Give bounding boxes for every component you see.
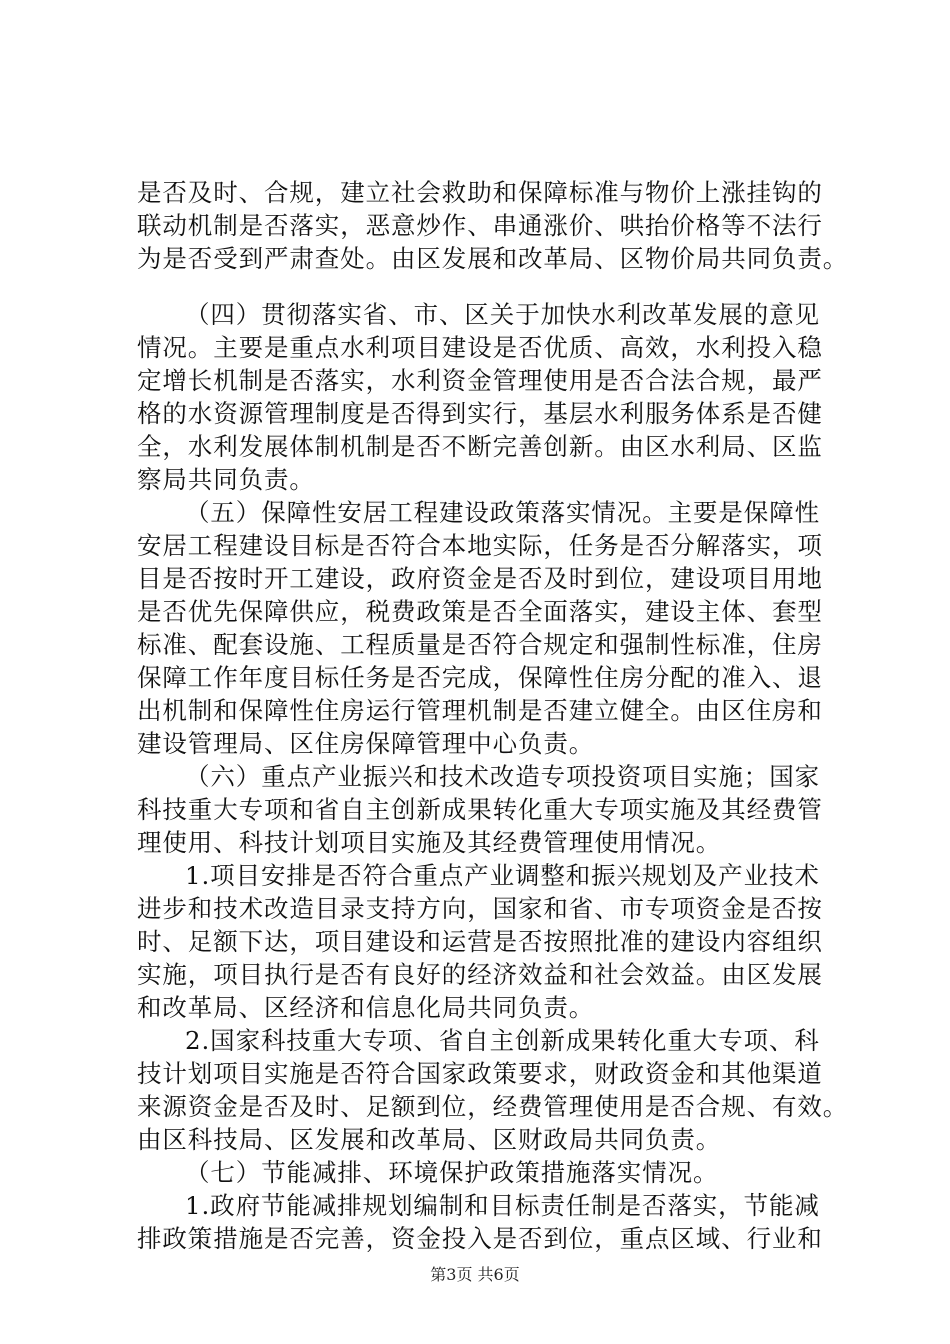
paragraph-line: 由区科技局、区发展和改革局、区财政局共同负责。 bbox=[137, 1125, 722, 1154]
paragraph-line: 实施，项目执行是否有良好的经济效益和社会效益。由区发展 bbox=[137, 960, 823, 989]
paragraph-line: 是否及时、合规，建立社会救助和保障标准与物价上涨挂钩的 bbox=[137, 178, 823, 207]
paragraph-line: 安居工程建设目标是否符合本地实际，任务是否分解落实，项 bbox=[137, 531, 823, 560]
paragraph-line: 和改革局、区经济和信息化局共同负责。 bbox=[137, 993, 595, 1022]
paragraph-line: 保障工作年度目标任务是否完成，保障性住房分配的准入、退 bbox=[137, 663, 823, 692]
paragraph-line: 为是否受到严肃查处。由区发展和改革局、区物价局共同负责。 bbox=[137, 244, 849, 273]
paragraph-line: （七）节能减排、环境保护政策措施落实情况。 bbox=[185, 1158, 719, 1187]
paragraph-line: 科技重大专项和省自主创新成果转化重大专项实施及其经费管 bbox=[137, 795, 823, 824]
paragraph-line: （四）贯彻落实省、市、区关于加快水利改革发展的意见 bbox=[185, 300, 820, 329]
paragraph-line: 情况。主要是重点水利项目建设是否优质、高效，水利投入稳 bbox=[137, 333, 823, 362]
paragraph-line: （五）保障性安居工程建设政策落实情况。主要是保障性 bbox=[185, 498, 820, 527]
paragraph-line: （六）重点产业振兴和技术改造专项投资项目实施；国家 bbox=[185, 762, 820, 791]
paragraph-line: 建设管理局、区住房保障管理中心负责。 bbox=[137, 729, 595, 758]
paragraph-line: 时、足额下达，项目建设和运营是否按照批准的建设内容组织 bbox=[137, 927, 823, 956]
paragraph-line: 进步和技术改造目录支持方向，国家和省、市专项资金是否按 bbox=[137, 894, 823, 923]
paragraph-line: 标准、配套设施、工程质量是否符合规定和强制性标准，住房 bbox=[137, 630, 823, 659]
paragraph-line: 定增长机制是否落实，水利资金管理使用是否合法合规，最严 bbox=[137, 366, 823, 395]
paragraph-line: 2.国家科技重大专项、省自主创新成果转化重大专项、科 bbox=[185, 1026, 820, 1055]
paragraph-line: 1.项目安排是否符合重点产业调整和振兴规划及产业技术 bbox=[185, 861, 820, 890]
paragraph-line: 理使用、科技计划项目实施及其经费管理使用情况。 bbox=[137, 828, 722, 857]
paragraph-line: 技计划项目实施是否符合国家政策要求，财政资金和其他渠道 bbox=[137, 1059, 823, 1088]
paragraph-line: 全，水利发展体制机制是否不断完善创新。由区水利局、区监 bbox=[137, 432, 823, 461]
paragraph-line: 目是否按时开工建设，政府资金是否及时到位，建设项目用地 bbox=[137, 564, 823, 593]
paragraph-line: 联动机制是否落实，恶意炒作、串通涨价、哄抬价格等不法行 bbox=[137, 211, 823, 240]
paragraph-line: 来源资金是否及时、足额到位，经费管理使用是否合规、有效。 bbox=[137, 1092, 849, 1121]
paragraph-line: 格的水资源管理制度是否得到实行，基层水利服务体系是否健 bbox=[137, 399, 823, 428]
paragraph-line: 1.政府节能减排规划编制和目标责任制是否落实，节能减 bbox=[185, 1191, 820, 1220]
paragraph-line: 察局共同负责。 bbox=[137, 465, 315, 494]
paragraph-line: 是否优先保障供应，税费政策是否全面落实，建设主体、套型 bbox=[137, 597, 823, 626]
paragraph-line: 出机制和保障性住房运行管理机制是否建立健全。由区住房和 bbox=[137, 696, 823, 725]
paragraph-line: 排政策措施是否完善，资金投入是否到位，重点区域、行业和 bbox=[137, 1224, 823, 1253]
page-footer: 第3页 共6页 bbox=[430, 1265, 520, 1284]
